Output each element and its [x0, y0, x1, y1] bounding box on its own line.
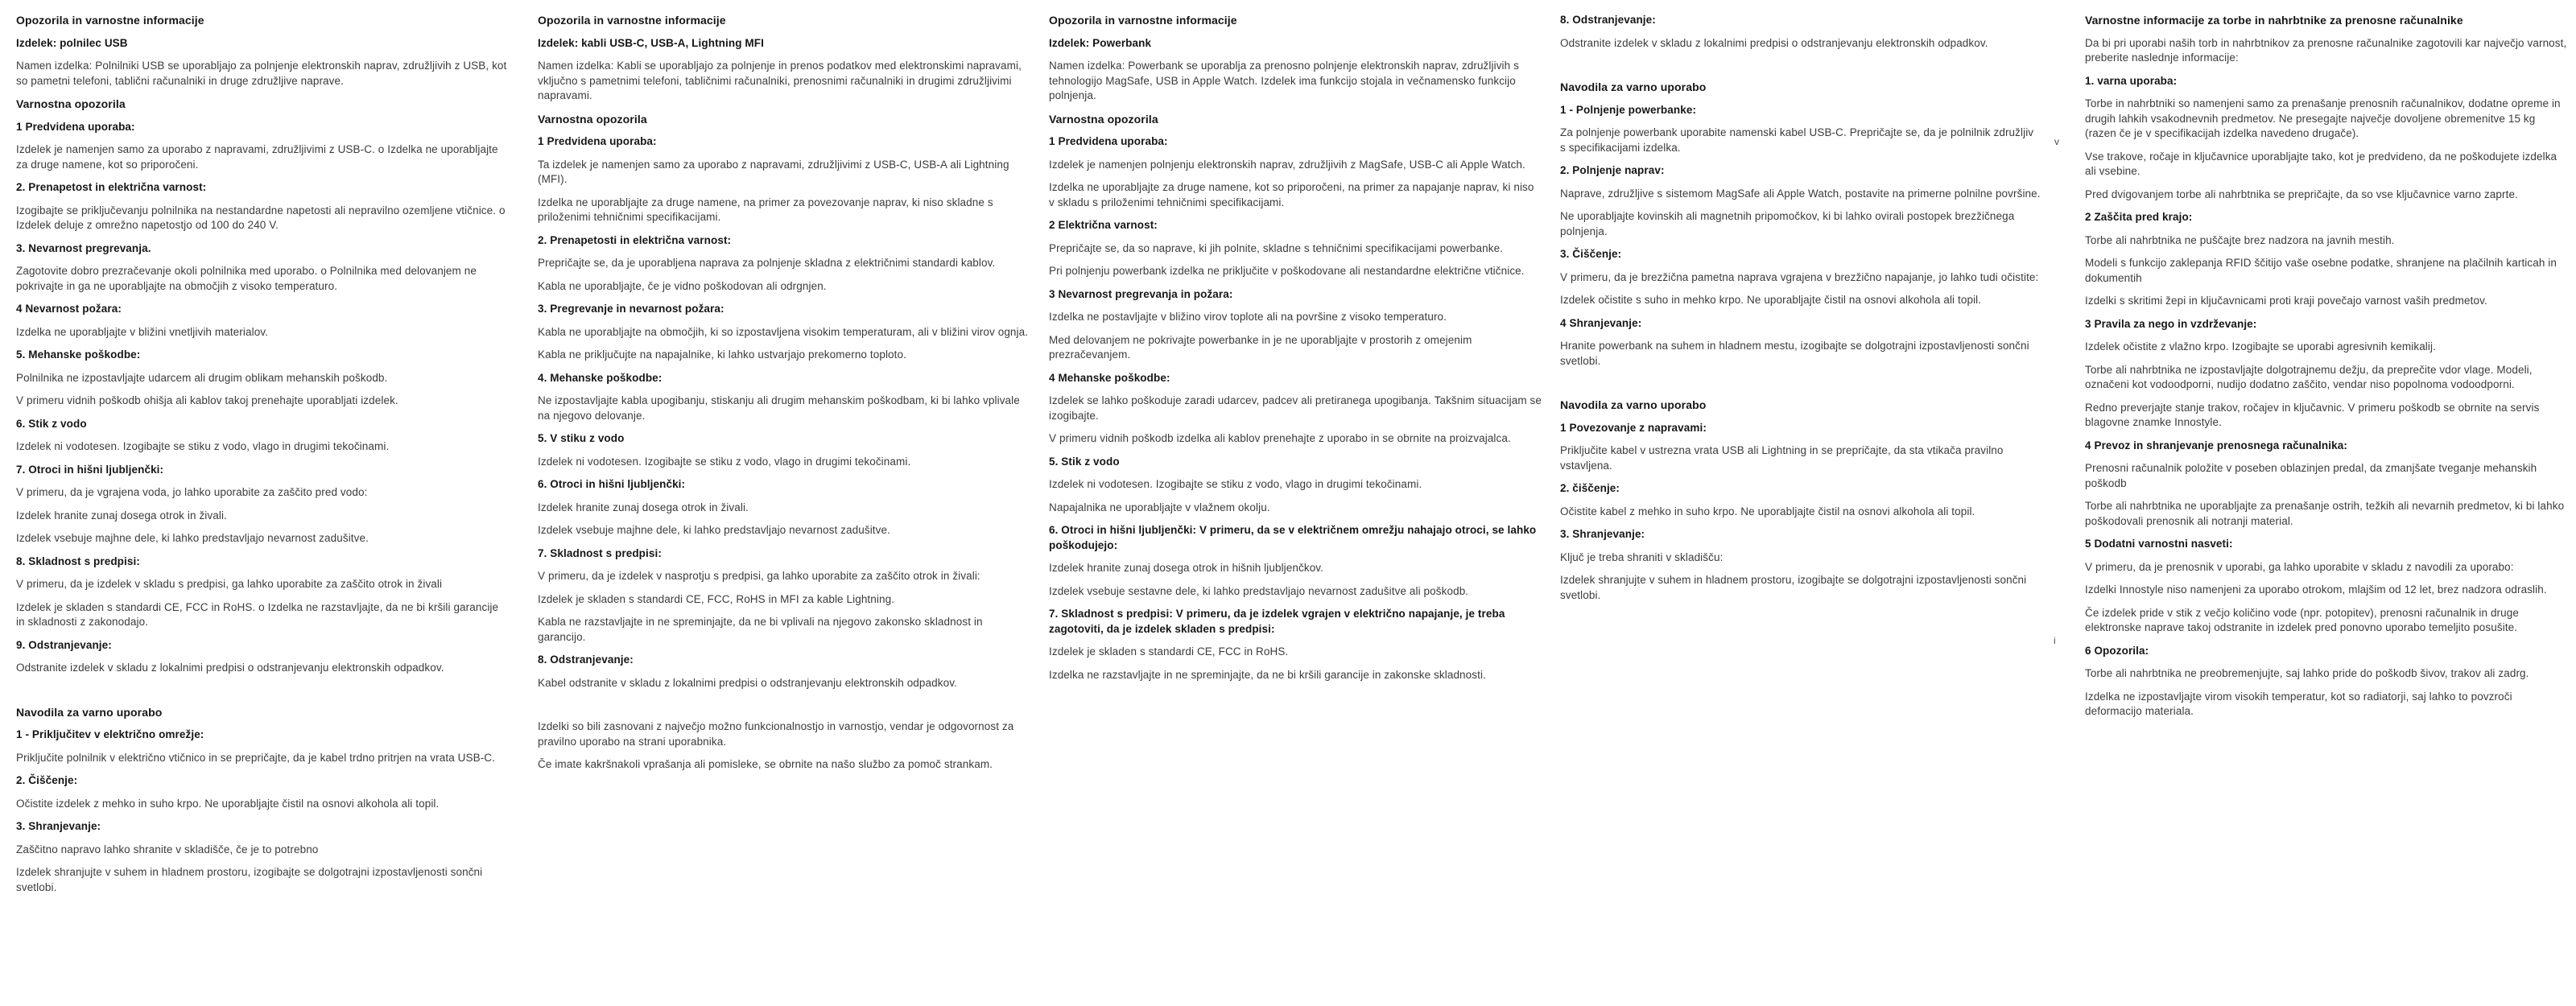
item-heading: 1 - Priključitev v električno omrežje: — [16, 728, 204, 740]
paragraph: Kabla ne uporabljajte na območjih, ki so izpostavljena visokim temperaturam, ali v bližini virov ognja. — [538, 325, 1029, 338]
paragraph: Izdelek ni vodotesen. Izogibajte se stiku z vodo, vlago in drugimi tekočinami. — [538, 455, 911, 468]
item-heading: Izdelek: Powerbank — [1049, 36, 1152, 49]
paragraph: V primeru, da je vgrajena voda, jo lahko uporabite za zaščito pred vodo: — [16, 486, 368, 498]
item-heading: 5. Mehanske poškodbe: — [16, 348, 141, 361]
paragraph: Izogibajte se priključevanju polnilnika na nestandardne napetosti ali nepravilno ozemljene vtičnice. o Izdelek deluje z omrežno napetostjo od 100 do 240 V. — [16, 204, 506, 231]
item-heading: 9. Odstranjevanje: — [16, 638, 112, 651]
item-heading: 4 Shranjevanje: — [1560, 316, 1642, 329]
paragraph: Namen izdelka: Powerbank se uporablja za prenosno polnjenje elektronskih naprav, združljivih s tehnologijo MagSafe, USB in Apple Watch. Izdelek ima funkcijo stojala in večnamensko funkcijo polnjenja. — [1049, 60, 1519, 101]
spacer — [16, 684, 509, 705]
paragraph: Odstranite izdelek v skladu z lokalnimi predpisi o odstranjevanju elektronskih odpadkov. — [16, 662, 444, 674]
paragraph: Izdelek očistite s suho in mehko krpo. Ne uporabljajte čistil na osnovi alkohola ali topil. — [1560, 294, 1982, 306]
item-heading: Izdelek: polnilec USB — [16, 36, 128, 49]
paragraph: Izdelek shranjujte v suhem in hladnem prostoru, izogibajte se dolgotrajni izpostavljenosti sončni svetlobi. — [16, 866, 483, 893]
paragraph: Modeli s funkcijo zaklepanja RFID ščitijo vaše osebne podatke, shranjene na plačilnih karticah in dokumentih — [2085, 257, 2557, 284]
paragraph: Če izdelek pride v stik z večjo količino vode (npr. potopitev), prenosni računalnik in druge elektronske naprave takoj odstranite in izdelek pred ponovno uporabo temeljito posušite. — [2085, 606, 2519, 633]
paragraph: Vse trakove, ročaje in ključavnice uporabljajte tako, kot je predvideno, da ne poškodujete izdelka ali vsebine. — [2085, 150, 2557, 177]
paragraph: Izdelek je skladen s standardi CE, FCC, RoHS in MFI za kable Lightning. — [538, 592, 895, 605]
section-title: Opozorila in varnostne informacije — [16, 14, 204, 27]
paragraph: Izdelki Innostyle niso namenjeni za uporabo otrokom, mlajšim od 12 let, brez nadzora odraslih. — [2085, 583, 2547, 596]
text-column-usb-charger — [16, 13, 509, 903]
paragraph: Namen izdelka: Polnilniki USB se uporabljajo za polnjenje elektronskih naprav, združljivih z USB, kot so pametni telefoni, tablični računalniki in druge združljive naprave. — [16, 60, 507, 87]
paragraph: Izdelek vsebuje majhne dele, ki lahko predstavljajo nevarnost zadušitve. — [16, 532, 369, 544]
item-heading: 6 Opozorila: — [2085, 644, 2149, 657]
paragraph: V primeru, da je brezžična pametna naprava vgrajena v brezžično napajanje, jo lahko tudi očistite: — [1560, 270, 2039, 283]
paragraph: Prenosni računalnik položite v poseben oblazinjen predal, da zmanjšate tveganje mehanskih poškodb — [2085, 462, 2537, 489]
paragraph: Izdelek hranite zunaj dosega otrok in živali. — [16, 509, 227, 522]
paragraph: Izdelek vsebuje sestavne dele, ki lahko predstavljajo nevarnost zadušitve ali poškodb. — [1049, 584, 1469, 597]
paragraph: Polnilnika ne izpostavljajte udarcem ali drugim oblikam mehanskih poškodb. — [16, 371, 388, 384]
item-heading: 1 - Polnjenje powerbanke: — [1560, 103, 1697, 116]
text-column-cables — [538, 13, 1030, 781]
paragraph: Izdelki so bili zasnovani z največjo možno funkcionalnostjo in varnostjo, vendar je odgovornost za pravilno uporabo na strani uporabnika. — [538, 720, 1014, 748]
paragraph: Izdelek očistite z vlažno krpo. Izogibajte se uporabi agresivnih kemikalij. — [2085, 340, 2436, 353]
paragraph: V primeru, da je prenosnik v uporabi, ga lahko uporabite v skladu z navodili za uporabo: — [2085, 560, 2514, 573]
spacer — [1560, 377, 2041, 398]
item-heading: 2. Prenapetosti in električna varnost: — [538, 233, 732, 246]
paragraph: V primeru vidnih poškodb izdelka ali kablov prenehajte z uporabo in se obrnite na proizvajalca. — [1049, 432, 1511, 444]
paragraph: Prepričajte se, da je uporabljena naprava za polnjenje skladna z električnimi standardi kablov. — [538, 257, 996, 269]
paragraph: Torbe in nahrbtniki so namenjeni samo za prenašanje prenosnih računalnikov, dodatne opreme in drugih lahkih vsakodnevnih predmetov. Ne presegajte največje dovoljene obremenitve 15 kg (razen če je v specifikacijah izdelka navedeno drugače). — [2085, 97, 2561, 139]
paragraph: Da bi pri uporabi naših torb in nahrbtnikov za prenosne računalnike zagotovili kar največjo varnost, preberite naslednje informacije: — [2085, 36, 2567, 64]
item-heading: 7. Otroci in hišni ljubljenčki: — [16, 463, 164, 476]
item-heading: 1. varna uporaba: — [2085, 74, 2178, 87]
section-title: Varnostna opozorila — [538, 112, 647, 126]
item-heading: 1 Povezovanje z napravami: — [1560, 421, 1707, 434]
section-title: Varnostna opozorila — [1049, 112, 1158, 126]
paragraph: Napajalnika ne uporabljajte v vlažnem okolju. — [1049, 501, 1270, 513]
item-heading: 4. Mehanske poškodbe: — [538, 371, 663, 384]
item-heading: 3. Čiščenje: — [1560, 248, 1622, 260]
paragraph: Kabla ne priključujte na napajalnike, ki lahko ustvarjajo prekomerno toploto. — [538, 348, 906, 361]
item-heading: 4 Mehanske poškodbe: — [1049, 371, 1170, 384]
paragraph: Izdelek hranite zunaj dosega otrok in hišnih ljubljenčkov. — [1049, 562, 1323, 574]
paragraph: Izdelka ne uporabljajte za druge namene, kot so priporočeni, na primer za napajanje naprav, ki niso v skladu s priloženimi tehničnimi specifikacijami. — [1049, 181, 1534, 208]
stray-character: v — [2054, 136, 2059, 147]
paragraph: Ključ je treba shraniti v skladišču: — [1560, 550, 1724, 563]
text-column-powerbank-continued — [1560, 13, 2041, 611]
paragraph: Izdelek je namenjen samo za uporabo z napravami, združljivimi z USB-C. o Izdelka ne uporabljajte za druge namene, kot so priporočeni. — [16, 143, 498, 171]
item-heading: 3. Nevarnost pregrevanja. — [16, 241, 151, 254]
item-heading: 1 Predvidena uporaba: — [538, 135, 657, 147]
paragraph: Torbe ali nahrbtnika ne preobremenjujte, saj lahko pride do poškodb šivov, trakov ali zadrg. — [2085, 667, 2529, 679]
paragraph: Hranite powerbank na suhem in hladnem mestu, izogibajte se dolgotrajni izpostavljenosti sončni svetlobi. — [1560, 340, 2029, 367]
paragraph: Očistite kabel z mehko in suho krpo. Ne uporabljajte čistil na osnovi alkohola ali topil. — [1560, 505, 1975, 517]
item-heading: 1 Predvidena uporaba: — [1049, 135, 1168, 147]
paragraph: Pred dvigovanjem torbe ali nahrbtnika se prepričajte, da so vse ključavnice varno zaprte. — [2085, 188, 2518, 200]
paragraph: Kabel odstranite v skladu z lokalnimi predpisi o odstranjevanju elektronskih odpadkov. — [538, 676, 957, 689]
item-heading: 4 Nevarnost požara: — [16, 303, 122, 315]
text-column-powerbank — [1049, 13, 1542, 691]
paragraph: Prepričajte se, da so naprave, ki jih polnite, skladne s tehničnimi specifikacijami powerbanke. — [1049, 241, 1504, 254]
paragraph: Izdelka ne uporabljajte v bližini vnetljivih materialov. — [16, 325, 269, 338]
paragraph: Ta izdelek je namenjen samo za uporabo z napravami, združljivimi z USB-C, USB-A ali Lightning (MFI). — [538, 158, 1009, 185]
paragraph: Izdelek ni vodotesen. Izogibajte se stiku z vodo, vlago in drugimi tekočinami. — [1049, 478, 1422, 490]
paragraph: Med delovanjem ne pokrivajte powerbanke in je ne uporabljajte v prostorih z omejenim prezračevanjem. — [1049, 333, 1472, 361]
item-heading: 7. Skladnost s predpisi: — [538, 546, 662, 559]
paragraph: Za polnjenje powerbank uporabite namenski kabel USB-C. Prepričajte se, da je polnilnik združljiv s specifikacijami izdelka. — [1560, 126, 2034, 154]
paragraph: Ne uporabljajte kovinskih ali magnetnih pripomočkov, ki bi lahko ovirali postopek brezžičnega polnjenja. — [1560, 210, 2015, 237]
paragraph: Torbe ali nahrbtnika ne uporabljajte za prenašanje ostrih, težkih ali nevarnih predmetov, ki bi lahko poškodovali prenosnik ali notranji material. — [2085, 500, 2565, 527]
text-column-laptop-bags — [2085, 13, 2568, 728]
paragraph: Zaščitno napravo lahko shranite v skladišče, če je to potrebno — [16, 843, 319, 856]
item-heading: 5 Dodatni varnostni nasveti: — [2085, 538, 2233, 550]
paragraph: Odstranite izdelek v skladu z lokalnimi predpisi o odstranjevanju elektronskih odpadkov. — [1560, 36, 1988, 49]
item-heading: 2. čiščenje: — [1560, 482, 1620, 494]
item-heading: 3. Shranjevanje: — [16, 820, 101, 832]
section-title: Opozorila in varnostne informacije — [1049, 14, 1237, 27]
item-heading: 2 Električna varnost: — [1049, 219, 1158, 231]
paragraph: Pri polnjenju powerbank izdelka ne priključite v poškodovane ali nestandardne električne vtičnice. — [1049, 265, 1525, 277]
paragraph: Izdelek je namenjen polnjenju elektronskih naprav, združljivih z MagSafe, USB-C ali Apple Watch. — [1049, 158, 1525, 171]
paragraph: Ne izpostavljajte kabla upogibanju, stiskanju ali drugim mehanskim poškodbam, ki bi lahko vplivale na njegovo delovanje. — [538, 394, 1020, 422]
stray-character: i — [2054, 635, 2056, 646]
item-heading: 3. Shranjevanje: — [1560, 528, 1645, 540]
spacer — [538, 699, 1030, 719]
item-heading: 8. Odstranjevanje: — [1560, 14, 1656, 26]
section-title: Navodila za varno uporabo — [1560, 398, 1707, 411]
item-heading: 3 Nevarnost pregrevanja in požara: — [1049, 287, 1233, 300]
section-title: Varnostna opozorila — [16, 97, 126, 110]
paragraph: Naprave, združljive s sistemom MagSafe ali Apple Watch, postavite na primerne polnilne površine. — [1560, 187, 2041, 200]
item-heading: 6. Otroci in hišni ljubljenčki: — [538, 478, 686, 490]
paragraph: V primeru vidnih poškodb ohišja ali kablov takoj prenehajte uporabljati izdelek. — [16, 394, 398, 406]
section-title: Navodila za varno uporabo — [1560, 80, 1707, 93]
paragraph: Kabla ne uporabljajte, če je vidno poškodovan ali odrgnjen. — [538, 279, 827, 292]
paragraph: Izdelki s skritimi žepi in ključavnicami proti kraji povečajo varnost vaših predmetov. — [2085, 295, 2487, 307]
paragraph: Torbe ali nahrbtnika ne izpostavljajte dolgotrajnemu dežju, da preprečite vdor vlage. Modeli, označeni kot vodoodporni, nudijo dodatno zaščito, vendar niso popolnoma vodoodporni. — [2085, 363, 2533, 390]
item-heading: 3. Pregrevanje in nevarnost požara: — [538, 303, 724, 315]
paragraph: Izdelek shranjujte v suhem in hladnem prostoru, izogibajte se dolgotrajni izpostavljenosti sončni svetlobi. — [1560, 574, 2027, 601]
paragraph: Izdelek vsebuje majhne dele, ki lahko predstavljajo nevarnost zadušitve. — [538, 524, 890, 536]
item-heading: 6. Stik z vodo — [16, 417, 87, 430]
paragraph: Izdelka ne izpostavljajte virom visokih temperatur, kot so radiatorji, saj lahko to povzroči deformacijo materiala. — [2085, 690, 2512, 717]
paragraph: Izdelka ne postavljajte v bližino virov toplote ali na površine z visoko temperaturo. — [1049, 311, 1447, 323]
paragraph: Izdelek je skladen s standardi CE, FCC in RoHS. — [1049, 645, 1289, 658]
item-heading: 2. Polnjenje naprav: — [1560, 164, 1665, 176]
paragraph: Izdelka ne razstavljajte in ne spreminjajte, da ne bi kršili garancije in zakonske skladnosti. — [1049, 668, 1486, 681]
paragraph: Izdelek ni vodotesen. Izogibajte se stiku z vodo, vlago in drugimi tekočinami. — [16, 440, 390, 452]
item-heading: 3 Pravila za nego in vzdrževanje: — [2085, 317, 2257, 330]
section-title: Opozorila in varnostne informacije — [538, 14, 726, 27]
item-heading: 2 Zaščita pred krajo: — [2085, 211, 2193, 223]
paragraph: V primeru, da je izdelek v skladu s predpisi, ga lahko uporabite za zaščito otrok in živali — [16, 578, 443, 590]
paragraph: Kabla ne razstavljajte in ne spreminjajte, da ne bi vplivali na njegovo zakonsko skladnost in garancijo. — [538, 616, 983, 643]
paragraph: Izdelek se lahko poškoduje zaradi udarcev, padcev ali pretiranega upogibanja. Takšnim situacijam se izogibajte. — [1049, 394, 1542, 422]
paragraph: Torbe ali nahrbtnika ne puščajte brez nadzora na javnih mestih. — [2085, 233, 2395, 246]
item-heading: 8. Skladnost s predpisi: — [16, 555, 140, 567]
paragraph: Priključite polnilnik v električno vtičnico in se prepričajte, da je kabel trdno pritrjen na vrata USB-C. — [16, 751, 496, 764]
paragraph: Očistite izdelek z mehko in suho krpo. Ne uporabljajte čistil na osnovi alkohola ali topil. — [16, 797, 440, 810]
item-heading: 7. Skladnost s predpisi: V primeru, da je izdelek vgrajen v električno napajanje, je treba zagotoviti, da je izdelek skladen s predpisi: — [1049, 608, 1505, 635]
item-heading: Izdelek: kabli USB-C, USB-A, Lightning MFI — [538, 36, 764, 49]
item-heading: 5. Stik z vodo — [1049, 455, 1120, 468]
paragraph: Izdelka ne uporabljajte za druge namene, na primer za povezovanje naprav, ki niso skladne s priloženimi tehničnimi specifikacijami. — [538, 196, 993, 223]
item-heading: 6. Otroci in hišni ljubljenčki: V primeru, da se v električnem omrežju nahajajo otroci, se lahko poškodujejo: — [1049, 524, 1537, 551]
paragraph: Redno preverjajte stanje trakov, ročajev in ključavnic. V primeru poškodb se obrnite na servis blagovne znamke Innostyle. — [2085, 401, 2540, 428]
paragraph: Zagotovite dobro prezračevanje okoli polnilnika med uporabo. o Polnilnika med delovanjem ne pokrivajte in ga ne uporabljajte na območjih z visoko temperaturo. — [16, 265, 477, 292]
paragraph: Izdelek hranite zunaj dosega otrok in živali. — [538, 501, 749, 513]
paragraph: Če imate kakršnakoli vprašanja ali pomisleke, se obrnite na našo službo za pomoč strankam. — [538, 758, 993, 770]
paragraph: Namen izdelka: Kabli se uporabljajo za polnjenje in prenos podatkov med elektronskimi napravami, vključno s pametnimi telefoni, tabličnimi računalniki, prenosnimi računalniki in drugimi združljivimi napravami. — [538, 60, 1022, 101]
item-heading: 1 Predvidena uporaba: — [16, 120, 135, 133]
item-heading: 8. Odstranjevanje: — [538, 653, 634, 666]
item-heading: 2. Prenapetost in električna varnost: — [16, 181, 207, 193]
section-title: Navodila za varno uporabo — [16, 705, 163, 719]
spacer — [1560, 59, 2041, 80]
paragraph: Priključite kabel v ustrezna vrata USB ali Lightning in se prepričajte, da sta vtikača pravilno vstavljena. — [1560, 444, 2004, 472]
section-title: Varnostne informacije za torbe in nahrbtnike za prenosne računalnike — [2085, 14, 2463, 27]
item-heading: 4 Prevoz in shranjevanje prenosnega računalnika: — [2085, 439, 2347, 451]
paragraph: V primeru, da je izdelek v nasprotju s predpisi, ga lahko uporabite za zaščito otrok in živali: — [538, 570, 980, 582]
item-heading: 2. Čiščenje: — [16, 774, 78, 786]
paragraph: Izdelek je skladen s standardi CE, FCC in RoHS. o Izdelka ne razstavljajte, da ne bi kršili garancije in skladnosti z zakonodajo. — [16, 600, 499, 628]
item-heading: 5. V stiku z vodo — [538, 432, 625, 444]
